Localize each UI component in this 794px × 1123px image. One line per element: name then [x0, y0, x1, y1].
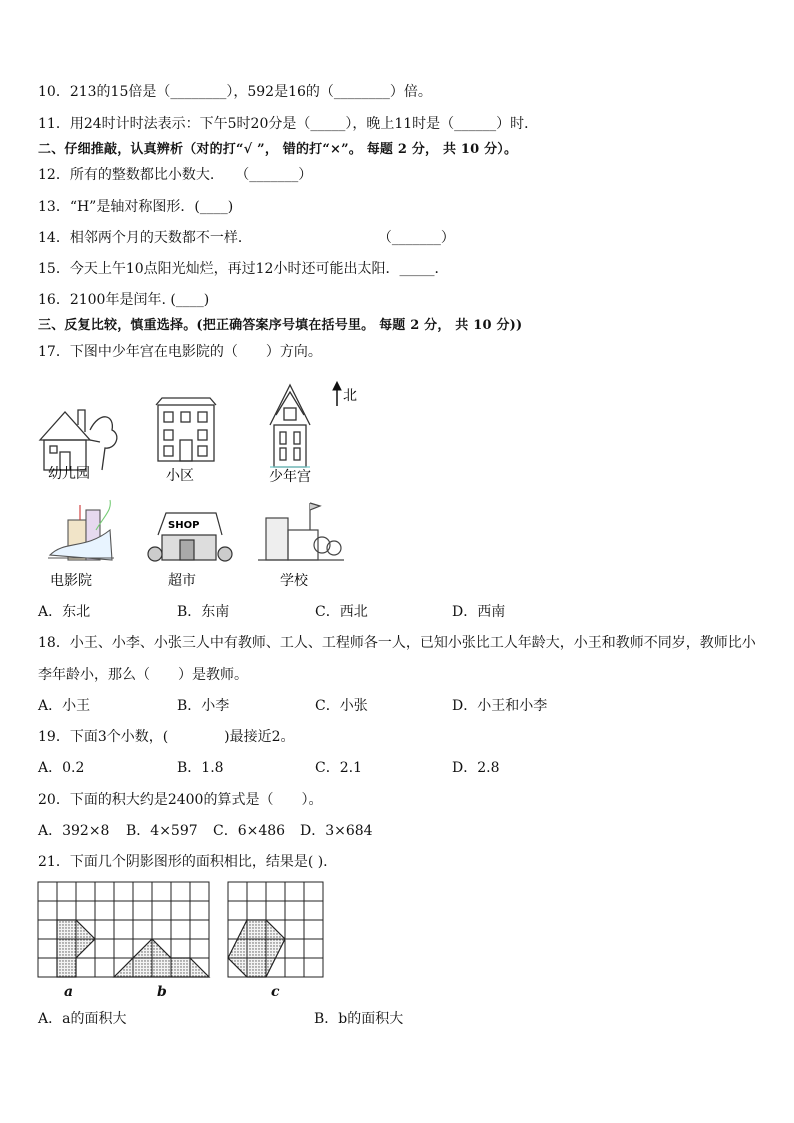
q21-option-b: B．b的面积大: [314, 1011, 404, 1027]
grid-figure: [30, 878, 340, 1003]
question-15: 15．今天上午10点阳光灿烂，再过12小时还可能出太阳．_____．: [38, 261, 449, 277]
section-2-heading: 二、仔细推敲，认真辨析（对的打“√ ”， 错的打“×”。 每题 2 分， 共 10 分）。: [38, 142, 518, 157]
supermarket-label: 超市: [168, 573, 196, 589]
q19-option-c: C．2.1: [315, 760, 362, 776]
school-label: 学校: [280, 573, 308, 589]
q17-option-a: A．东北: [38, 604, 91, 620]
q18-option-c: C．小张: [315, 698, 368, 714]
shop-sign: SHOP: [168, 520, 200, 531]
question-21: 21．下面几个阴影图形的面积相比，结果是( ).: [38, 854, 328, 870]
cinema-icon: [48, 500, 114, 560]
q17-option-c: C．西北: [315, 604, 368, 620]
question-13: 13．“H”是轴对称图形．(____): [38, 199, 234, 215]
q19-option-a: A．0.2: [38, 760, 85, 776]
north-arrow-icon: [333, 382, 341, 406]
kindergarten-label: 幼儿园: [48, 466, 90, 482]
q17-option-d: D．西南: [452, 604, 506, 620]
q18-option-d: D．小王和小李: [452, 698, 548, 714]
kindergarten-icon: [40, 410, 117, 470]
question-18-line2: 李年龄小，那么（ ）是教师。: [38, 667, 248, 683]
grid-b-label: b: [157, 984, 167, 1000]
q18-option-a: A．小王: [38, 698, 91, 714]
question-19: 19．下面3个小数，( )最接近2。: [38, 729, 295, 745]
q18-option-b: B．小李: [177, 698, 230, 714]
cinema-label: 电影院: [50, 573, 92, 589]
question-17: 17．下图中少年宫在电影院的（ ）方向。: [38, 344, 322, 360]
question-18-line1: 18．小王、小李、小张三人中有教师、工人、工程师各一人，已知小张比工人年龄大，小王和教师不同岁，教师比小: [38, 635, 756, 651]
shape-c: [228, 920, 285, 977]
school-icon: [258, 503, 344, 560]
grid-c: [228, 882, 323, 977]
youth-palace-label: 少年宫: [269, 469, 311, 485]
q20-option-b: B．4×597: [126, 823, 198, 839]
map-figure: [30, 380, 390, 595]
question-16: 16．2100年是闰年. (____): [38, 292, 210, 308]
community-building-icon: [156, 398, 216, 461]
q21-option-a: A．a的面积大: [38, 1011, 127, 1027]
north-label: 北: [343, 388, 357, 404]
q20-option-c: C．6×486: [213, 823, 286, 839]
q20-option-a: A．392×8: [38, 823, 110, 839]
question-11: 11．用24时计时法表示：下午5时20分是（_____），晚上11时是（______）时．: [38, 116, 539, 132]
q17-option-b: B．东南: [177, 604, 230, 620]
grid-a-label: a: [64, 984, 74, 1000]
q20-option-d: D．3×684: [300, 823, 373, 839]
grid-c-label: c: [271, 984, 280, 1000]
grid-a: [38, 882, 133, 977]
grid-b: [114, 882, 209, 977]
youth-palace-icon: [270, 385, 310, 467]
community-label: 小区: [166, 468, 194, 484]
q19-option-d: D．2.8: [452, 760, 500, 776]
question-20: 20．下面的积大约是2400的算式是（ ）。: [38, 792, 323, 808]
section-3-heading: 三、反复比较，慎重选择。(把正确答案序号填在括号里。 每题 2 分， 共 10 分)): [38, 318, 523, 333]
question-10: 10．213的15倍是（________），592是16的（________）倍。: [38, 84, 432, 100]
q19-option-b: B．1.8: [177, 760, 224, 776]
question-14: 14．相邻两个月的天数都不一样． （_______）: [38, 230, 455, 246]
question-12: 12．所有的整数都比小数大. （_______）: [38, 167, 313, 183]
